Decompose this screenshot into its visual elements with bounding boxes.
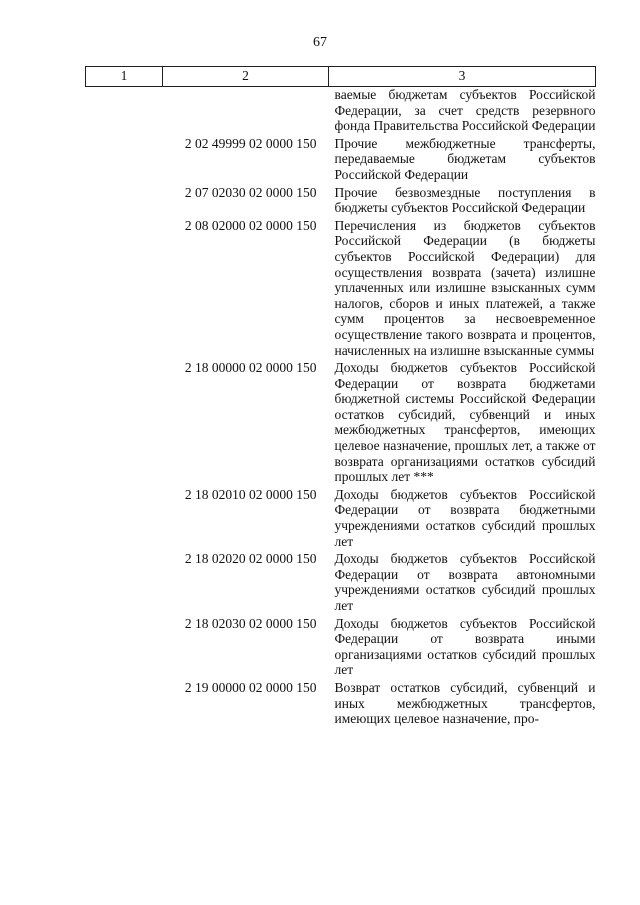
column-header-2: 2 — [163, 67, 329, 87]
income-description: ваемые бюджетам субъектов Российской Федерации, за счет средств резервного фонда Правительства Российской Федерации — [334, 87, 596, 134]
budget-code: 2 18 02020 02 0000 150 — [184, 551, 317, 567]
table-row — [86, 551, 596, 615]
budget-code: 2 08 02000 02 0000 150 — [184, 217, 317, 233]
column-1-cell — [86, 680, 163, 729]
column-1-cell — [86, 551, 163, 615]
table-row — [86, 360, 596, 487]
table-row — [86, 487, 596, 551]
budget-code: 2 19 00000 02 0000 150 — [184, 679, 317, 695]
column-1-cell — [86, 616, 163, 680]
column-header-1: 1 — [86, 67, 163, 87]
income-description: Доходы бюджетов субъектов Российской Федерации от возврата бюджетными учреждениями остатков субсидий прошлых лет — [334, 486, 596, 549]
table-row — [86, 185, 596, 218]
column-header-3: 3 — [329, 67, 596, 87]
table-row — [86, 680, 596, 729]
budget-code: 2 18 02010 02 0000 150 — [184, 486, 317, 502]
table-row — [86, 87, 596, 136]
income-description: Прочие межбюджетные трансферты, передаваемые бюджетам субъектов Российской Федерации — [334, 135, 596, 182]
table-row — [86, 136, 596, 185]
table-row — [86, 616, 596, 680]
budget-code: 2 18 02030 02 0000 150 — [184, 615, 317, 631]
budget-code — [163, 87, 329, 136]
budget-code: 2 07 02030 02 0000 150 — [184, 184, 317, 200]
budget-code: 2 18 00000 02 0000 150 — [184, 360, 317, 376]
column-1-cell — [86, 87, 163, 136]
income-description: Прочие безвозмездные поступления в бюджеты субъектов Российской Федерации — [334, 184, 596, 216]
column-1-cell — [86, 218, 163, 360]
column-1-cell — [86, 136, 163, 185]
column-1-cell — [86, 360, 163, 487]
column-1-cell — [86, 487, 163, 551]
column-1-cell — [86, 185, 163, 218]
income-description: Доходы бюджетов субъектов Российской Федерации от возврата иными организациями остатков субсидий прошлых лет — [334, 615, 596, 678]
table-header-row — [86, 67, 596, 87]
budget-codes-table — [85, 66, 596, 729]
income-description: Возврат остатков субсидий, субвенций и иных межбюджетных трансфертов, имеющих целевое назначение, про- — [334, 679, 596, 727]
page-number: 67 — [313, 35, 327, 50]
budget-code: 2 02 49999 02 0000 150 — [184, 135, 317, 151]
table-row — [86, 218, 596, 360]
income-description: Перечисления из бюджетов субъектов Российской Федерации (в бюджеты субъектов Российской Федерации) для осуществления возврата (зачета) излишне уплаченных или излишне взысканных сумм налогов, сборов и иных платежей, а также сумм процентов за несвоевременное осуществление такого возврата и процентов, начисленных на излишне взысканные суммы — [334, 217, 596, 358]
income-description: Доходы бюджетов субъектов Российской Федерации от возврата бюджетами бюджетной системы Российской Федерации остатков субсидий, субвенций и иных межбюджетных трансфертов, имеющих целевое назначение, прошлых лет, а также от возврата организациями остатков субсидий прошлых лет *** — [334, 360, 596, 485]
income-description: Доходы бюджетов субъектов Российской Федерации от возврата автономными учреждениями остатков субсидий прошлых лет — [334, 551, 596, 613]
